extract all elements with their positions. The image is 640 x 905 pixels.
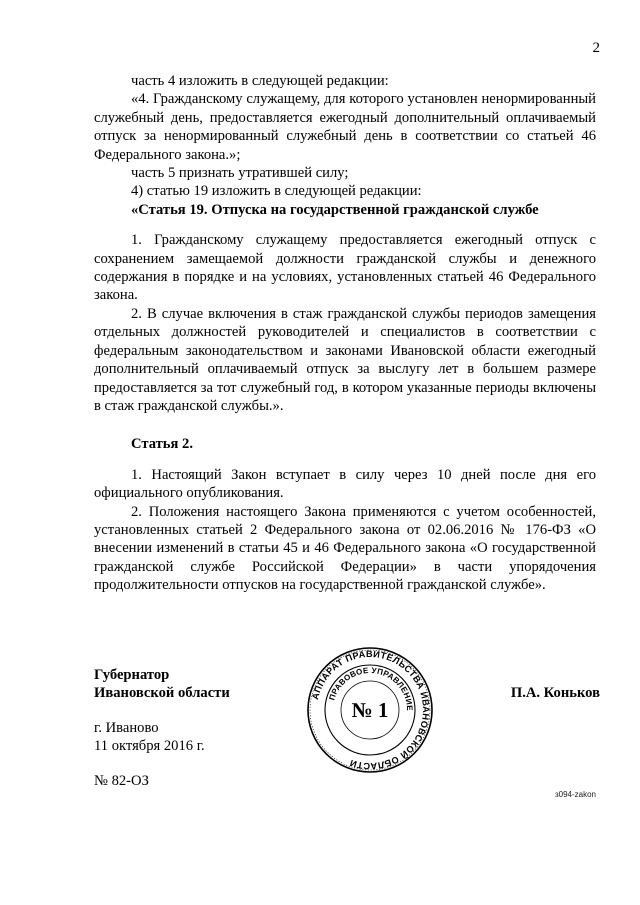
document-body <box>94 72 596 595</box>
city: г. Иваново <box>94 720 159 736</box>
paragraph: 2. В случае включения в стаж гражданской службы периодов замещения отдельных должностей руководителей и специалистов в соответствии с федеральным законодательством и законами Ивановской области ежегодный дополнительный оплачиваемый отпуск за выслугу лет в большем размере предоставляется за тот служебный год, в котором указанные периоды включены в стаж гражданской службы.». <box>94 305 596 414</box>
article-heading: Статья 2. <box>131 436 193 453</box>
paragraph: «4. Гражданскому служащему, для которого установлен ненормированный служебный день, предоставляется ежегодный дополнительный оплачиваемый отпуск за ненормированный служебный день в соответствии со статьей 46 Федерального закона.»; <box>94 91 596 163</box>
paragraph: 2. Положения настоящего Закона применяются с учетом особенностей, установленных статьей 2 Федерального закона от 02.06.2016 № 176-ФЗ «О внесении изменений в статьи 45 и 46 Федерального закона «О государственной гражданской службе Российской Федерации» в части упорядочения продолжительности отпусков на государственной гражданской службе». <box>94 503 596 594</box>
date: 11 октября 2016 г. <box>94 738 205 754</box>
paragraph: 4) статью 19 изложить в следующей редакции: <box>131 183 422 200</box>
seal-inner-text: ПРАВОВОЕ УПРАВЛЕНИЕ <box>327 665 415 712</box>
paragraph: часть 4 изложить в следующей редакции: <box>131 73 389 89</box>
signatory-title-line2: Ивановской области <box>94 685 230 701</box>
signatory-title-line1: Губернатор <box>94 667 170 683</box>
page-number: 2 <box>592 40 600 56</box>
signatory-name: П.А. Коньков <box>510 685 600 701</box>
paragraph: часть 5 признать утратившей силу; <box>131 165 349 182</box>
seal-number: № 1 <box>351 698 389 722</box>
seal-outer-text: АППАРАТ ПРАВИТЕЛЬСТВА ИВАНОВСКОЙ ОБЛАСТИ <box>310 648 432 772</box>
law-number: № 82-ОЗ <box>94 773 149 789</box>
document-code: з094-zakon <box>554 790 596 799</box>
article-heading: «Статья 19. Отпуска на государственной гражданской службе <box>131 201 539 218</box>
official-seal <box>306 646 434 774</box>
paragraph: 1. Настоящий Закон вступает в силу через 10 дней после дня его официального опубликования. <box>94 466 596 502</box>
paragraph: 1. Гражданскому служащему предоставляется ежегодный отпуск с сохранением замещаемой должности гражданской службы и денежного содержания в порядке и на условиях, установленных статьей 46 Федерального закона. <box>94 232 596 304</box>
